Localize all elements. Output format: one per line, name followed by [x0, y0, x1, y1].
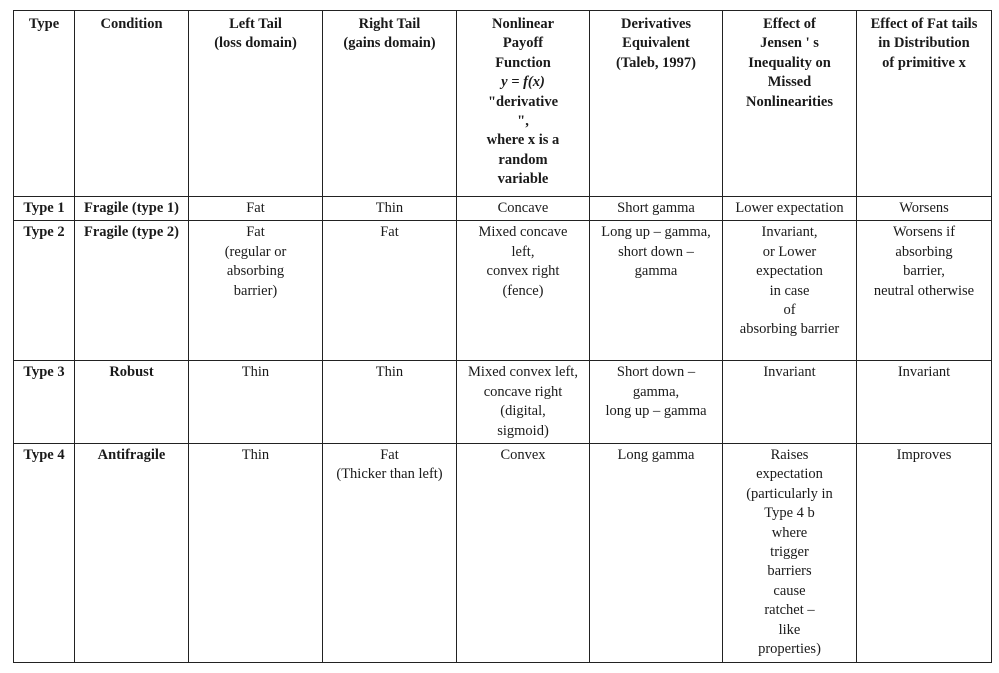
cell-left-tail: Fat (regular or absorbing barrier) [189, 221, 323, 361]
header-jensen-line: Effect of [763, 16, 816, 32]
header-left-tail-line: (loss domain) [214, 35, 297, 52]
header-jensen-line: Missed [767, 74, 812, 91]
header-jensen-line: Nonlinearities [746, 93, 833, 110]
cell-jensen: Invariant, or Lower expectation in case of absorbing barrier [723, 221, 857, 361]
header-jensen-line: Inequality on [748, 54, 831, 71]
cell-type: Type 1 [14, 197, 75, 221]
fragility-table [13, 10, 992, 663]
header-derivatives [590, 11, 723, 197]
cell-derivatives: Long gamma [590, 444, 723, 662]
cell-type: Type 3 [14, 361, 75, 444]
header-derivatives-line: (Taleb, 1997) [615, 54, 697, 71]
header-payoff-line: variable [497, 171, 549, 188]
cell-condition: Robust [75, 361, 189, 444]
cell-jensen: Raises expectation (particularly in Type 4 b where trigger barriers cause ratchet – like properties) [723, 444, 857, 662]
header-payoff-line: Payoff [502, 35, 544, 52]
header-payoff-line: where x is a [486, 132, 560, 149]
table-row [14, 221, 992, 361]
header-right-tail [323, 11, 457, 197]
header-derivatives-line: Equivalent [622, 35, 690, 52]
header-row [14, 11, 992, 197]
header-left-tail-line: Left Tail [229, 16, 282, 32]
cell-right-tail: Fat (Thicker than left) [323, 444, 457, 662]
header-jensen [723, 11, 857, 197]
cell-condition: Fragile (type 2) [75, 221, 189, 361]
table-row [14, 197, 992, 221]
header-jensen-line: Jensen ' s [760, 35, 819, 52]
header-payoff [457, 11, 590, 197]
cell-payoff: Mixed convex left, concave right (digital, sigmoid) [457, 361, 590, 444]
header-payoff-line: Function [495, 54, 551, 71]
cell-payoff: Mixed concave left, convex right (fence) [457, 221, 590, 361]
cell-fat-tails: Worsens [857, 197, 992, 221]
cell-condition: Antifragile [75, 444, 189, 662]
cell-fat-tails: Worsens if absorbing barrier, neutral otherwise [857, 221, 992, 361]
header-condition: Condition [75, 11, 189, 197]
cell-right-tail: Thin [323, 361, 457, 444]
header-type: Type [14, 11, 75, 197]
cell-left-tail: Thin [189, 361, 323, 444]
table-row [14, 361, 992, 444]
header-left-tail [189, 11, 323, 197]
cell-payoff: Concave [457, 197, 590, 221]
header-payoff-line: ", [517, 113, 529, 130]
cell-left-tail: Thin [189, 444, 323, 662]
cell-condition: Fragile (type 1) [75, 197, 189, 221]
cell-left-tail: Fat [189, 197, 323, 221]
header-fat-tails [857, 11, 992, 197]
cell-right-tail: Thin [323, 197, 457, 221]
cell-fat-tails: Invariant [857, 361, 992, 444]
cell-jensen: Invariant [723, 361, 857, 444]
header-payoff-line: Nonlinear [491, 16, 555, 32]
cell-fat-tails: Improves [857, 444, 992, 662]
header-right-tail-line: (gains domain) [343, 35, 436, 52]
table-row [14, 444, 992, 662]
cell-type: Type 4 [14, 444, 75, 662]
header-payoff-line: "derivative [487, 93, 559, 110]
header-fat-tails-line: Effect of Fat tails [870, 16, 978, 32]
header-derivatives-line: Derivatives [620, 16, 692, 32]
cell-derivatives: Short down – gamma, long up – gamma [590, 361, 723, 444]
cell-derivatives: Long up – gamma, short down – gamma [590, 221, 723, 361]
header-fat-tails-line: in Distribution [878, 35, 970, 52]
cell-right-tail: Fat [323, 221, 457, 361]
header-right-tail-line: Right Tail [358, 16, 421, 32]
cell-jensen: Lower expectation [723, 197, 857, 221]
header-payoff-line: random [498, 151, 548, 168]
cell-payoff: Convex [457, 444, 590, 662]
cell-derivatives: Short gamma [590, 197, 723, 221]
header-fat-tails-line: of primitive x [882, 54, 966, 71]
header-payoff-formula: y = f(x) [501, 74, 545, 91]
cell-type: Type 2 [14, 221, 75, 361]
